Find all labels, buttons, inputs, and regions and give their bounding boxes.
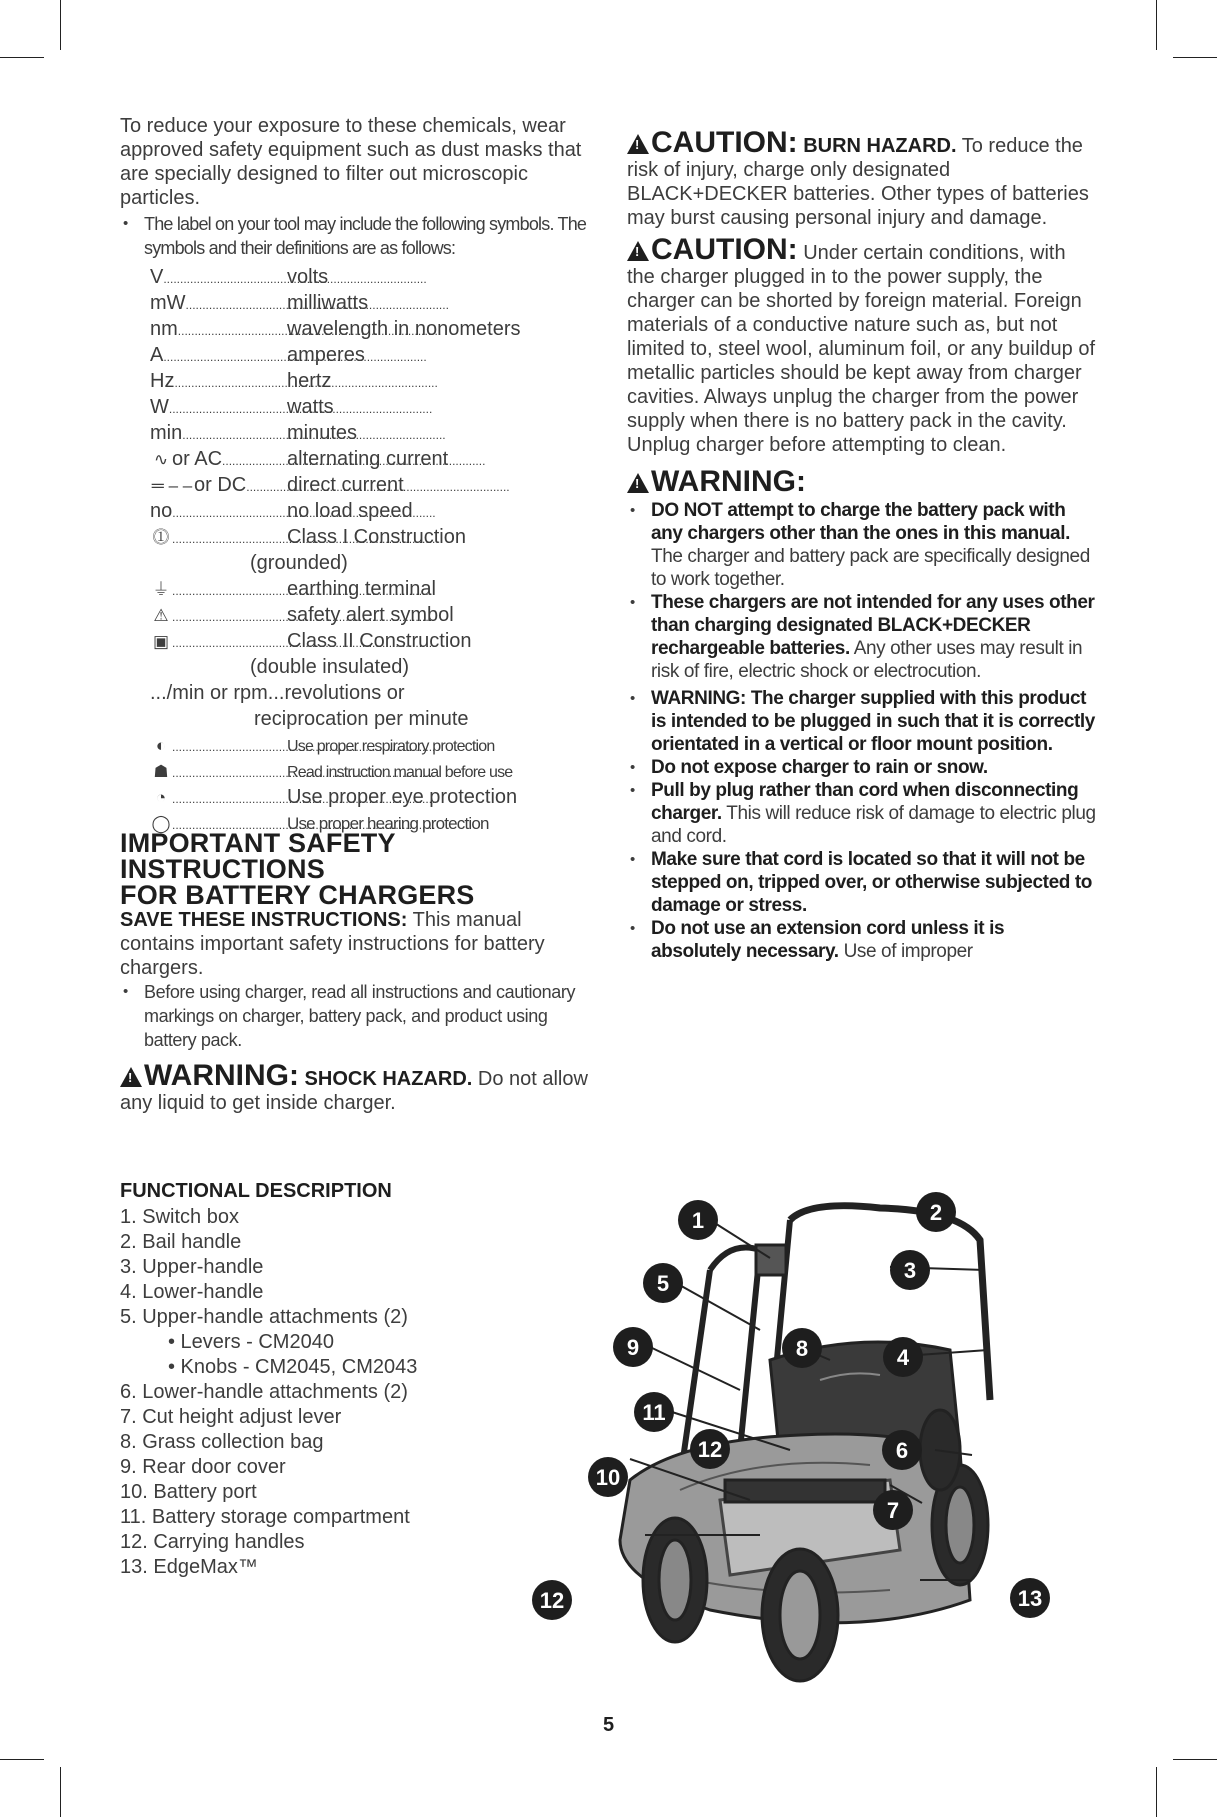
dc-symbol-icon: ═ ‒ ‒	[151, 476, 193, 495]
svg-text:7: 7	[886, 1498, 900, 1523]
callout-11	[634, 1392, 674, 1432]
symbol-row: A ..... amperes	[150, 342, 590, 368]
hearing-protection-icon: ◯	[151, 814, 171, 833]
svg-text:2: 2	[929, 1200, 943, 1225]
warning-triangle-icon	[627, 134, 649, 154]
svg-text:13: 13	[1017, 1586, 1043, 1611]
warning-bullet: • Do not expose charger to rain or snow.	[627, 756, 1097, 779]
symbol-row: nm ..... wavelength in nonometers	[150, 316, 590, 342]
symbol-row: ═ ‒ ‒or DC ..... direct current	[150, 472, 590, 498]
crop-mark	[1156, 0, 1157, 50]
list-item: 8. Grass collection bag	[120, 1431, 324, 1453]
svg-text:3: 3	[903, 1258, 917, 1283]
earth-terminal-icon: ⏚	[152, 580, 170, 599]
symbol-row: ▣ ..... Class II Construction	[150, 628, 590, 654]
class-i-icon: ⓵	[152, 528, 170, 547]
symbol-row: ◯ ..... Use proper hearing protection	[150, 810, 590, 830]
svg-text:6: 6	[895, 1438, 909, 1463]
double-insulated-note: (double insulated)	[250, 656, 409, 678]
shorting-caution: !CAUTION: Under certain conditions, with the charger plugged in to the power supply, the charger can be shorted by foreign material. Foreign materials of a conductive nature such as, but not limited to, steel wool, aluminum foil, or any buildup of metallic particles should be kept away from charger cavities. Always unplug the charger from the power supply when there is no battery pack in the cavity. Unplug charger before attempting to clean.	[627, 238, 1097, 457]
crop-mark	[60, 0, 61, 50]
symbol-row: ◔ ..... Use proper eye protection	[150, 784, 590, 810]
right-column	[627, 126, 1097, 963]
svg-text:5: 5	[656, 1271, 670, 1296]
svg-text:12: 12	[539, 1588, 565, 1613]
symbol-row: ⚠ ..... safety alert symbol	[150, 602, 590, 628]
ac-wave-icon: ∿	[153, 450, 169, 469]
shock-warning: !WARNING: SHOCK HAZARD. Do not allow any liquid to get inside charger.	[120, 1064, 590, 1115]
warning-bullet: • DO NOT attempt to charge the battery pack with any chargers other than the ones in this manual. The charger and battery pack are specifically designed to work together.	[627, 499, 1097, 591]
callout-6	[882, 1430, 922, 1470]
warning-triangle-icon	[627, 241, 649, 261]
class-ii-icon: ▣	[152, 632, 170, 651]
callout-13	[1010, 1578, 1050, 1618]
rpm-key: .../min or rpm...	[150, 682, 285, 704]
functional-title: FUNCTIONAL DESCRIPTION	[120, 1180, 392, 1202]
lawn-mower-illustration	[539, 1180, 1120, 1700]
symbol-row: ⏚ ..... earthing terminal	[150, 576, 590, 602]
warning-bullet: • WARNING: The charger supplied with this product is intended to be plugged in such that it is correctly orientated in a vertical or floor mount position.	[627, 687, 1097, 756]
crop-mark	[0, 1759, 44, 1760]
list-item: • Levers - CM2040	[168, 1331, 334, 1353]
svg-text:8: 8	[795, 1336, 809, 1361]
charger-warning-heading: !WARNING:	[627, 465, 1097, 499]
callout-12a	[690, 1429, 730, 1469]
symbols-table	[150, 264, 590, 833]
svg-text:9: 9	[626, 1335, 640, 1360]
crop-mark	[1156, 1767, 1157, 1817]
list-item: 10. Battery port	[120, 1481, 257, 1503]
crop-mark	[0, 57, 44, 58]
list-item: 2. Bail handle	[120, 1231, 242, 1253]
charger-warning-list	[627, 499, 1097, 963]
crop-mark	[60, 1767, 61, 1817]
manual-icon: ☗	[153, 762, 169, 781]
list-item: 7. Cut height adjust lever	[120, 1406, 342, 1428]
crop-mark	[1173, 1759, 1217, 1760]
warning-bullet: • Do not use an extension cord unless it is absolutely necessary. Use of improper	[627, 917, 1097, 963]
page-number: 5	[602, 1714, 615, 1736]
symbol-row: .../min or rpm... revolutions or	[150, 682, 405, 704]
list-item: 6. Lower-handle attachments (2)	[120, 1381, 408, 1403]
list-item: 5. Upper-handle attachments (2)	[120, 1306, 408, 1328]
warning-bullet: • These chargers are not intended for any uses other than charging designated BLACK+DECKER rechargeable batteries. Any other uses may result in risk of fire, electric shock or electrocution.	[627, 591, 1097, 683]
callout-8	[782, 1328, 822, 1368]
list-item: 12. Carrying handles	[120, 1531, 305, 1553]
symbol-row: ∿ or AC ..... alternating current	[150, 446, 590, 472]
warning-triangle-icon	[120, 1067, 142, 1087]
svg-text:10: 10	[595, 1465, 621, 1490]
respirator-icon: ◐	[155, 736, 167, 755]
svg-text:1: 1	[691, 1208, 705, 1233]
warning-bullet: • Make sure that cord is located so that it will not be stepped on, tripped over, or otherwise subjected to damage or stress.	[627, 848, 1097, 917]
callout-1	[678, 1200, 718, 1240]
grounded-note: (grounded)	[250, 552, 348, 574]
rpm-note: reciprocation per minute	[254, 708, 469, 730]
callout-5	[643, 1263, 683, 1303]
symbol-row: ☗ ..... Read instruction manual before use	[150, 758, 590, 784]
warning-bullet: • Pull by plug rather than cord when disconnecting charger. This will reduce risk of damage to electric plug and cord.	[627, 779, 1097, 848]
callout-9	[613, 1327, 653, 1367]
symbol-row: no ..... no load speed	[150, 498, 590, 524]
callout-10	[588, 1457, 628, 1497]
svg-text:12: 12	[697, 1437, 723, 1462]
list-item: 9. Rear door cover	[120, 1456, 286, 1478]
symbol-row: V ..... volts	[150, 264, 590, 290]
svg-text:4: 4	[896, 1345, 910, 1370]
safety-alert-icon: ⚠	[153, 606, 169, 625]
important-title: IMPORTANT SAFETY INSTRUCTIONS FOR BATTERY CHARGERS	[120, 828, 475, 910]
intro-paragraph: To reduce your exposure to these chemicals, wear approved safety equipment such as dust masks that are specially designed to filter out microscopic particles.	[120, 115, 582, 209]
warning-triangle-icon	[627, 473, 649, 493]
svg-text:11: 11	[642, 1400, 666, 1425]
callout-2	[916, 1192, 956, 1232]
symbol-row: Hz ..... hertz	[150, 368, 590, 394]
symbols-intro: • The label on your tool may include the following symbols. The symbols and their definitions are as follows:	[120, 212, 590, 260]
list-item: 3. Upper-handle	[120, 1256, 264, 1278]
left-column	[120, 114, 590, 1115]
save-instructions: SAVE THESE INSTRUCTIONS: This manual contains important safety instructions for battery chargers.	[120, 909, 545, 979]
list-item: 1. Switch box	[120, 1206, 239, 1228]
callout-4	[883, 1337, 923, 1377]
list-item: • Knobs - CM2045, CM2043	[168, 1356, 418, 1378]
before-using-bullet: • Before using charger, read all instructions and cautionary markings on charger, battery pack, and product using battery pack.	[120, 980, 590, 1052]
symbol-row: min ..... minutes	[150, 420, 590, 446]
list-item: 4. Lower-handle	[120, 1281, 264, 1303]
symbol-row: W ..... watts	[150, 394, 590, 420]
eye-protection-icon: ◔	[155, 788, 167, 807]
symbol-row: ◐ ..... Use proper respiratory protection	[150, 732, 590, 758]
functional-list	[120, 1205, 540, 1580]
list-item: 13. EdgeMax™	[120, 1556, 258, 1578]
callout-7	[873, 1490, 913, 1530]
crop-mark	[1173, 57, 1217, 58]
burn-caution: !CAUTION: BURN HAZARD. To reduce the risk of injury, charge only designated BLACK+DECKER batteries. Other types of batteries may burst causing personal injury and damage.	[627, 131, 1097, 230]
functional-description	[120, 1180, 540, 1580]
symbol-row: ⓵ ..... Class I Construction	[150, 524, 590, 550]
list-item: 11. Battery storage compartment	[120, 1506, 410, 1528]
symbol-row: mW ..... milliwatts	[150, 290, 590, 316]
callout-3	[890, 1250, 930, 1290]
callout-12b	[532, 1580, 572, 1620]
